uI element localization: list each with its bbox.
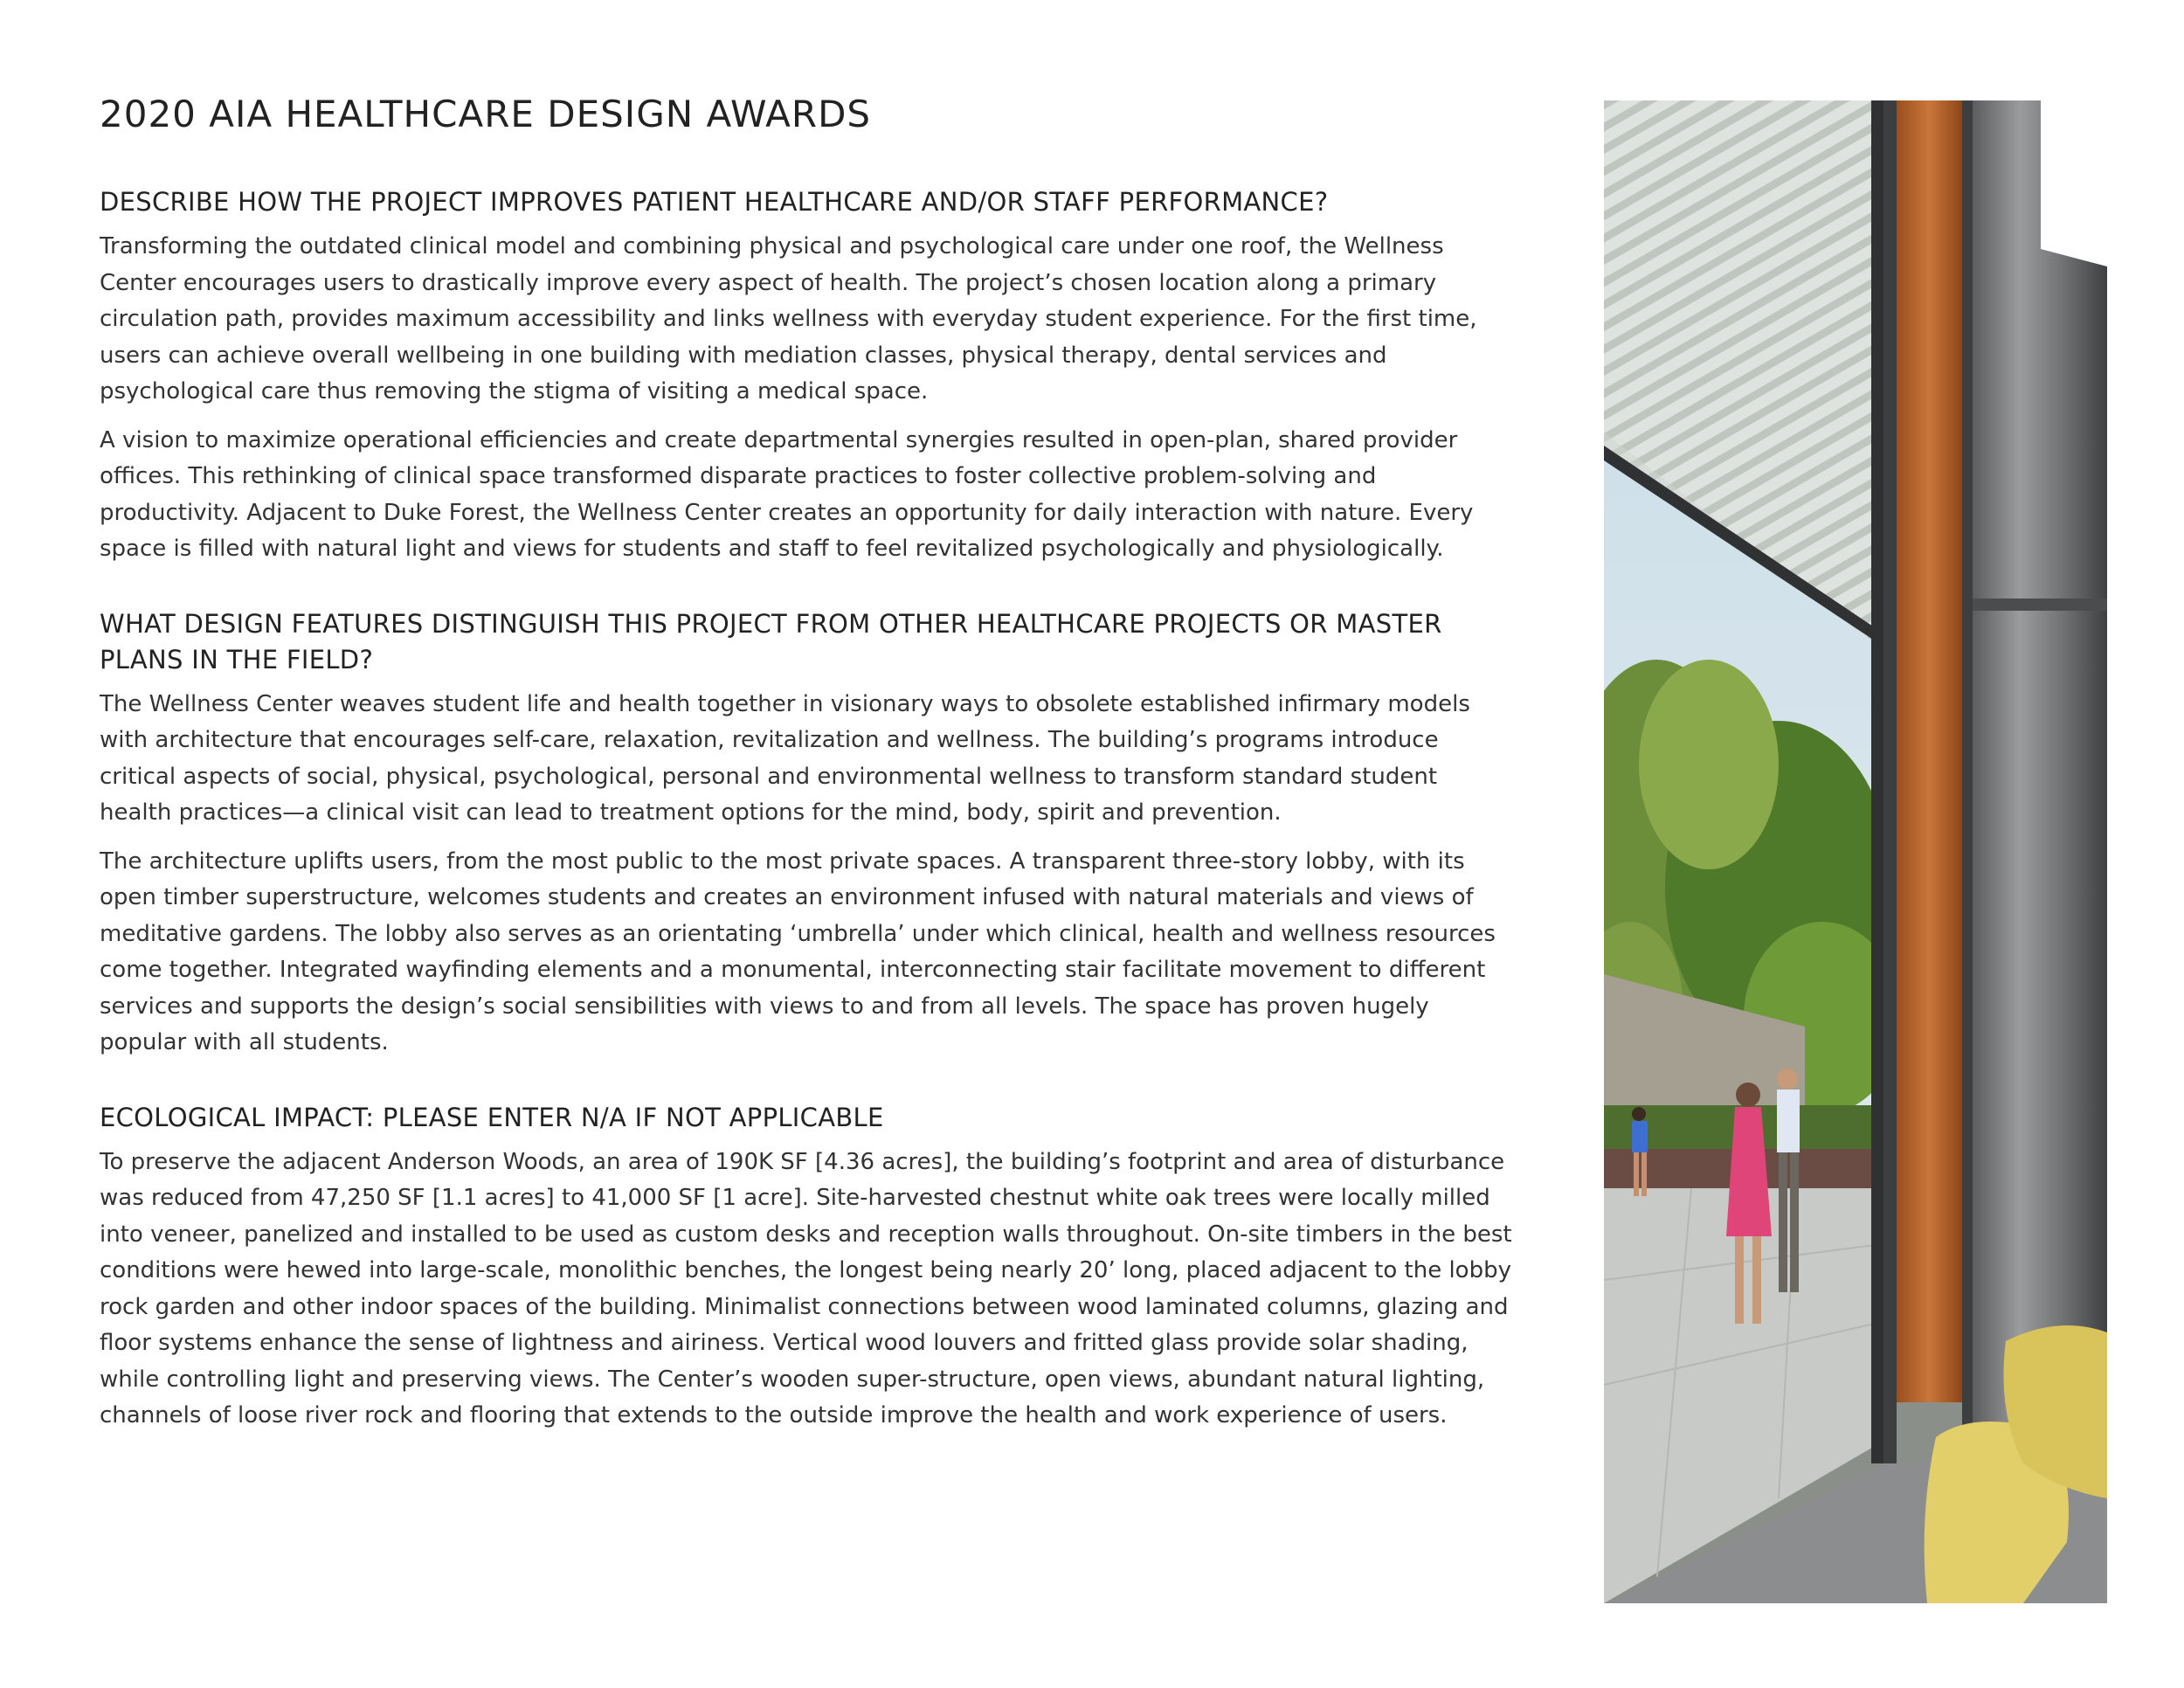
paragraph: The architecture uplifts users, from the most public to the most private spaces. A transparent three-story lobby, with its open timber superstructure, welcomes students and creates an environment infused with natural materials and views of meditative gardens. The lobby also serves as an orientating ‘umbrella’ under which clinical, health and wellness resources come together. Integrated wayfinding elements and a monumental, interconnecting stair facilitate movement to different services and supports the design’s social sensibilities with views to and from all levels. The space has proven hugely popular with all students. bbox=[100, 847, 1496, 1055]
text-column bbox=[100, 93, 1515, 1473]
section-patient-healthcare bbox=[100, 184, 1515, 568]
paragraph: The Wellness Center weaves student life and health together in visionary ways to obsolete established infirmary models with architecture that encourages self-care, relaxation, revitalization and wellness. The building’s programs introduce critical aspects of social, physical, psychological, personal and environmental wellness to transform standard student health practices—a clinical visit can lead to treatment options for the mind, body, spirit and prevention. bbox=[100, 690, 1470, 826]
section-design-features bbox=[100, 606, 1515, 1062]
section-ecological-impact bbox=[100, 1100, 1515, 1435]
page-title: 2020 AIA HEALTHCARE DESIGN AWARDS bbox=[100, 93, 872, 135]
wood-column bbox=[1897, 100, 1962, 1402]
paragraph: Transforming the outdated clinical model and combining physical and psychological care under one roof, the Wellness Center encourages users to drastically improve every aspect of health. The project’s chosen location along a primary circulation path, provides maximum accessibility and links wellness with everyday student experience. For the first time, users can achieve overall wellbeing in one building with mediation classes, physical therapy, dental services and psychological care thus removing the stigma of visiting a medical space. bbox=[100, 233, 1477, 405]
paragraph: To preserve the adjacent Anderson Woods, an area of 190K SF [4.36 acres], the building’s footprint and area of disturbance was reduced from 47,250 SF [1.1 acres] to 41,000 SF [1 acre]. Site-harvested chestnut white oak trees were locally milled into veneer, panelized and installed to be used as custom desks and reception walls throughout. On-site timbers in the best conditions were hewed into large-scale, monolithic benches, the longest being nearly 20’ long, placed adjacent to the lobby rock garden and other indoor spaces of the building. Minimalist connections between wood laminated columns, glazing and floor systems enhance the sense of lightness and airiness. Vertical wood louvers and fritted glass provide solar shading, while controlling light and preserving views. The Center’s wooden super-structure, open views, abundant natural lighting, channels of loose river rock and flooring that extends to the outside improve the health and work experience of users. bbox=[100, 1148, 1512, 1429]
lobby-photo bbox=[1604, 100, 2107, 1603]
paragraph: A vision to maximize operational efficiencies and create departmental synergies resulted in open-plan, shared provider offices. This rethinking of clinical space transformed disparate practices to foster collective problem-solving and productivity. Adjacent to Duke Forest, the Wellness Center creates an opportunity for daily interaction with nature. Every space is filled with natural light and views for students and staff to feel revitalized psychologically and physiologically. bbox=[100, 426, 1474, 562]
section-heading: DESCRIBE HOW THE PROJECT IMPROVES PATIENT HEALTHCARE AND/OR STAFF PERFORMANCE? bbox=[100, 187, 1329, 217]
section-heading: WHAT DESIGN FEATURES DISTINGUISH THIS PROJECT FROM OTHER HEALTHCARE PROJECTS OR MASTER PLANS IN THE FIELD? bbox=[100, 608, 1442, 675]
section-heading: ECOLOGICAL IMPACT: PLEASE ENTER N/A IF NOT APPLICABLE bbox=[100, 1102, 884, 1132]
lobby-photo-illustration bbox=[1604, 100, 2107, 1603]
